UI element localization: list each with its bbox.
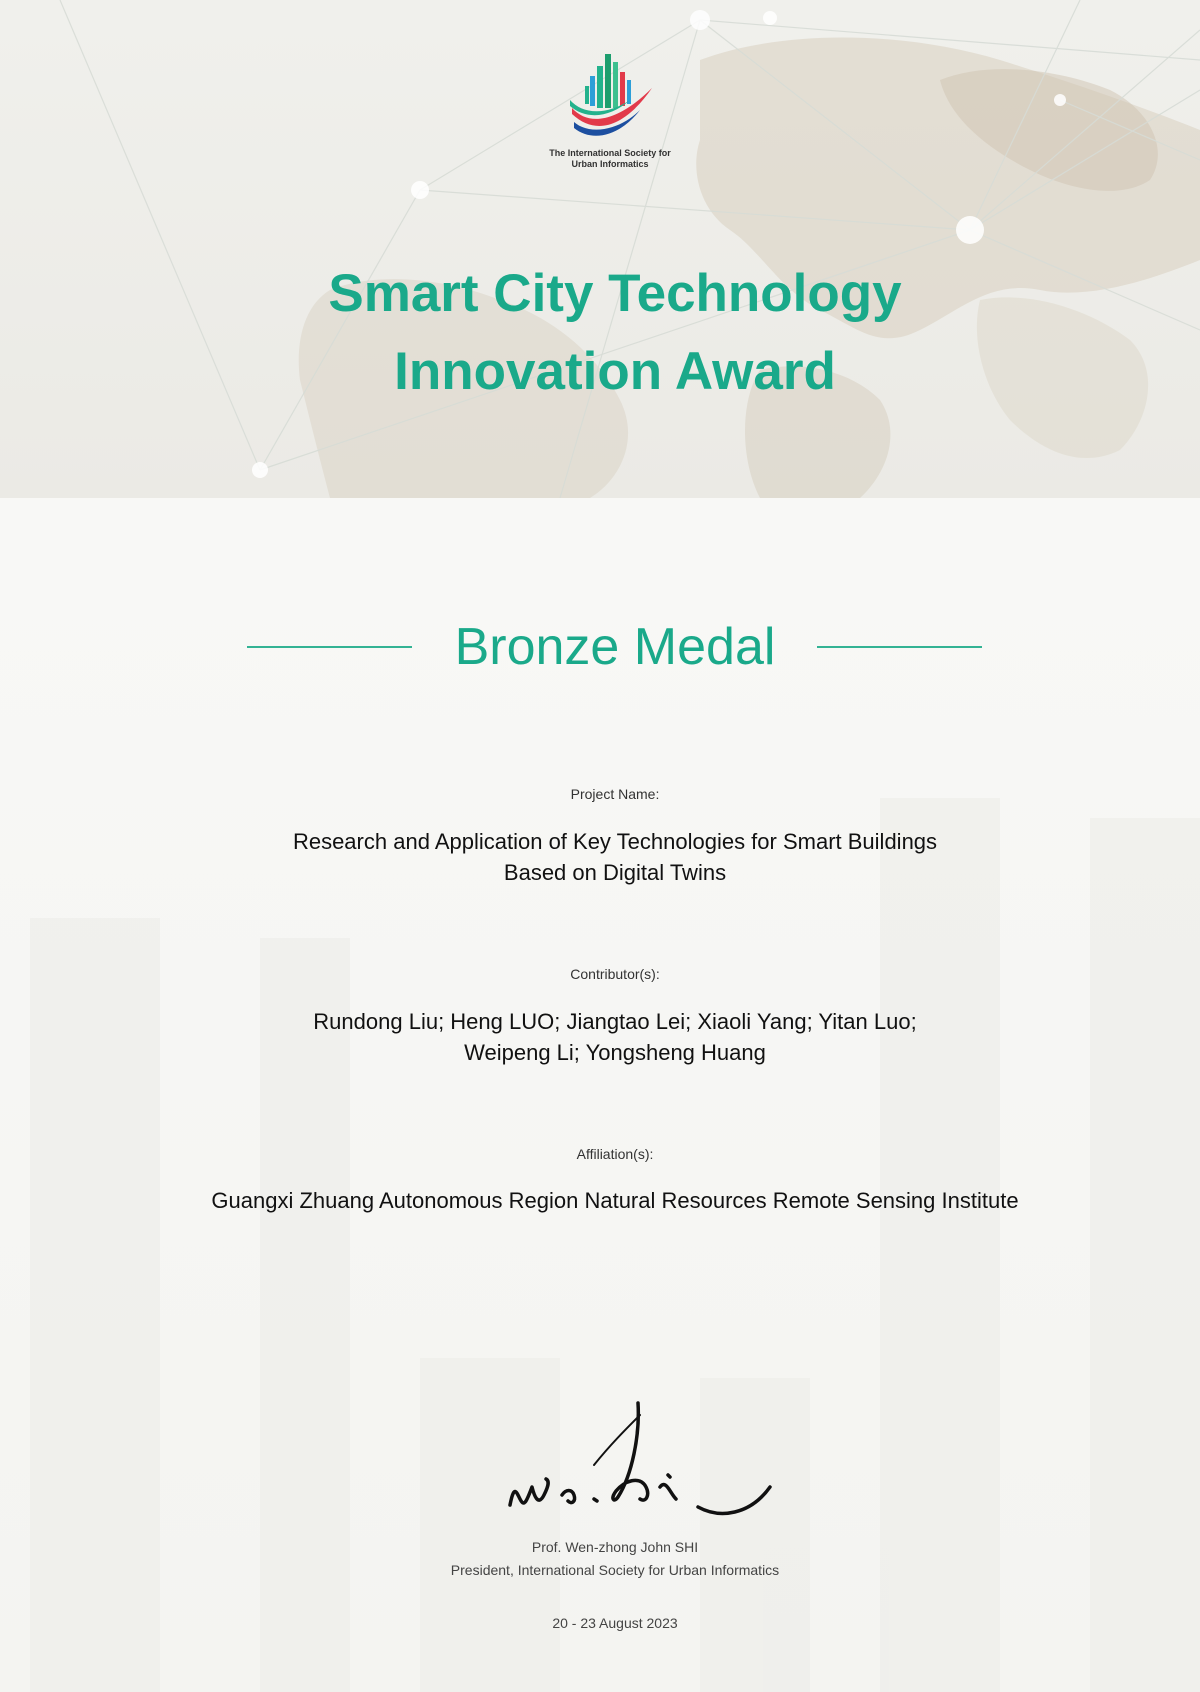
medal-title: Bronze Medal <box>454 618 776 676</box>
project-name-label: Project Name: <box>570 786 660 802</box>
signatory-title: President, International Society for Urban Informatics <box>450 1562 780 1578</box>
contributors-line-2: Weipeng Li; Yongsheng Huang <box>464 1040 766 1065</box>
society-name-line-2: Urban Informatics <box>571 159 649 169</box>
award-title-line-1: Smart City Technology <box>328 264 902 323</box>
handwritten-signature <box>500 1395 840 1545</box>
signatory-block <box>0 1536 1200 1582</box>
project-name-value <box>0 826 1200 888</box>
project-name-line-1: Research and Application of Key Technologies for Smart Buildings <box>292 829 938 854</box>
award-title <box>0 255 1200 411</box>
medal-right-divider <box>817 646 982 648</box>
project-name-line-2: Based on Digital Twins <box>503 860 727 885</box>
signatory-name: Prof. Wen-zhong John SHI <box>531 1539 699 1555</box>
medal-row <box>0 612 1200 682</box>
society-name-line-1: The International Society for <box>549 148 671 158</box>
affiliation-label: Affiliation(s): <box>576 1146 654 1162</box>
city-skyline-logo-icon <box>560 48 660 148</box>
award-date: 20 - 23 August 2023 <box>552 1615 678 1631</box>
contributors-value <box>0 1006 1200 1068</box>
contributors-line-1: Rundong Liu; Heng LUO; Jiangtao Lei; Xiaoli Yang; Yitan Luo; <box>313 1009 917 1034</box>
society-name-text <box>530 148 690 170</box>
affiliation-value: Guangxi Zhuang Autonomous Region Natural Resources Remote Sensing Institute <box>211 1188 1019 1213</box>
contributors-label: Contributor(s): <box>570 966 660 982</box>
award-title-line-2: Innovation Award <box>394 342 836 401</box>
